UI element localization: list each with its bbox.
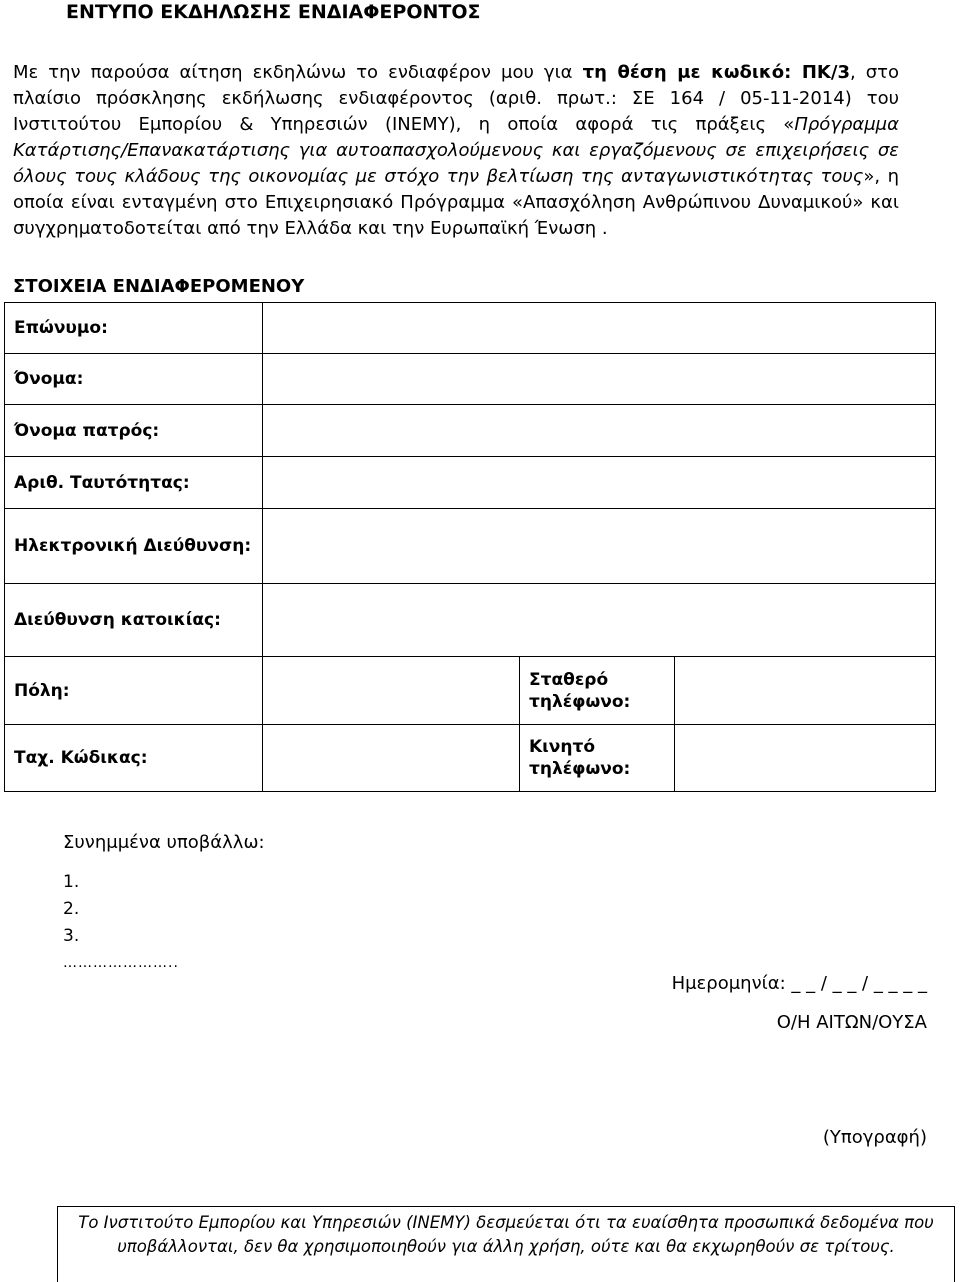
landline-label: Σταθερό τηλέφωνο:	[520, 657, 675, 725]
attachments-label: Συνημμένα υποβάλλω:	[63, 832, 265, 853]
applicant-label: Ο/Η ΑΙΤΩΝ/ΟΥΣΑ	[776, 1012, 927, 1033]
intro-text-3: », η οποία είναι ενταγμένη στο Επιχειρησιακό Πρόγραμμα «Απασχόληση Ανθρώπινου Δυναμικού» και συγχρηματοδοτείται από την Ελλάδα και την Ευρωπαϊκή Ένωση .	[13, 166, 899, 239]
mobile-label: Κινητό τηλέφωνο:	[520, 725, 675, 792]
father-name-label: Όνομα πατρός:	[5, 405, 263, 457]
name-label: Όνομα:	[5, 354, 263, 405]
attachment-item: 1.	[63, 872, 80, 892]
id-number-label: Αριθ. Ταυτότητας:	[5, 457, 263, 509]
date-field: Ημερομηνία: _ _ / _ _ / _ _ _ _	[671, 973, 927, 994]
city-label: Πόλη:	[5, 657, 263, 725]
applicant-details-table	[4, 302, 936, 792]
father-name-field[interactable]	[263, 405, 936, 457]
attachment-item: 3.	[63, 926, 80, 946]
intro-text-2: , στο πλαίσιο πρόσκλησης εκδήλωσης ενδιαφέροντος (αριθ. πρωτ.: ΣΕ 164 / 05-11-2014) του Ινστιτούτου Εμπορίου & Υπηρεσιών (ΙΝΕΜΥ), η οποία αφορά τις πράξεις «	[13, 62, 900, 135]
form-title: ΕΝΤΥΠΟ ΕΚΔΗΛΩΣΗΣ ΕΝΔΙΑΦΕΡΟΝΤΟΣ	[66, 1, 481, 23]
postal-code-label: Ταχ. Κώδικας:	[5, 725, 263, 792]
id-number-field[interactable]	[263, 457, 936, 509]
address-field[interactable]	[263, 584, 936, 657]
name-field[interactable]	[263, 354, 936, 405]
address-label: Διεύθυνση κατοικίας:	[5, 584, 263, 657]
mobile-field[interactable]	[675, 725, 936, 792]
attachment-dots: …………………..	[63, 955, 179, 971]
landline-field[interactable]	[675, 657, 936, 725]
surname-label: Επώνυμο:	[5, 303, 263, 354]
postal-code-field[interactable]	[263, 725, 520, 792]
city-field[interactable]	[263, 657, 520, 725]
intro-position-code: τη θέση με κωδικό: ΠΚ/3	[582, 62, 850, 83]
privacy-notice: Το Ινστιτούτο Εμπορίου και Υπηρεσιών (ΙΝΕΜΥ) δεσμεύεται ότι τα ευαίσθητα προσωπικά δεδομένα που υποβάλλονται, δεν θα χρησιμοποιηθούν για άλλη χρήση, ούτε και θα εκχωρηθούν σε τρίτους.	[57, 1206, 955, 1282]
section-title: ΣΤΟΙΧΕΙΑ ΕΝΔΙΑΦΕΡΟΜΕΝΟΥ	[13, 276, 305, 297]
intro-program-title: Πρόγραμμα Κατάρτισης/Επανακατάρτισης για αυτοαπασχολούμενους και εργαζόμενους σε επιχειρήσεις σε όλους τους κλάδους της οικονομίας με στόχο την βελτίωση της ανταγωνιστικότητας τους	[13, 114, 899, 187]
email-label: Ηλεκτρονική Διεύθυνση:	[5, 509, 263, 584]
attachments-section	[63, 832, 265, 950]
intro-paragraph	[13, 60, 899, 242]
attachment-item: 2.	[63, 899, 80, 919]
surname-field[interactable]	[263, 303, 936, 354]
email-field[interactable]	[263, 509, 936, 584]
intro-text-1: Με την παρούσα αίτηση εκδηλώνω το ενδιαφέρον μου για	[13, 62, 583, 83]
signature-label: (Υπογραφή)	[822, 1127, 927, 1148]
